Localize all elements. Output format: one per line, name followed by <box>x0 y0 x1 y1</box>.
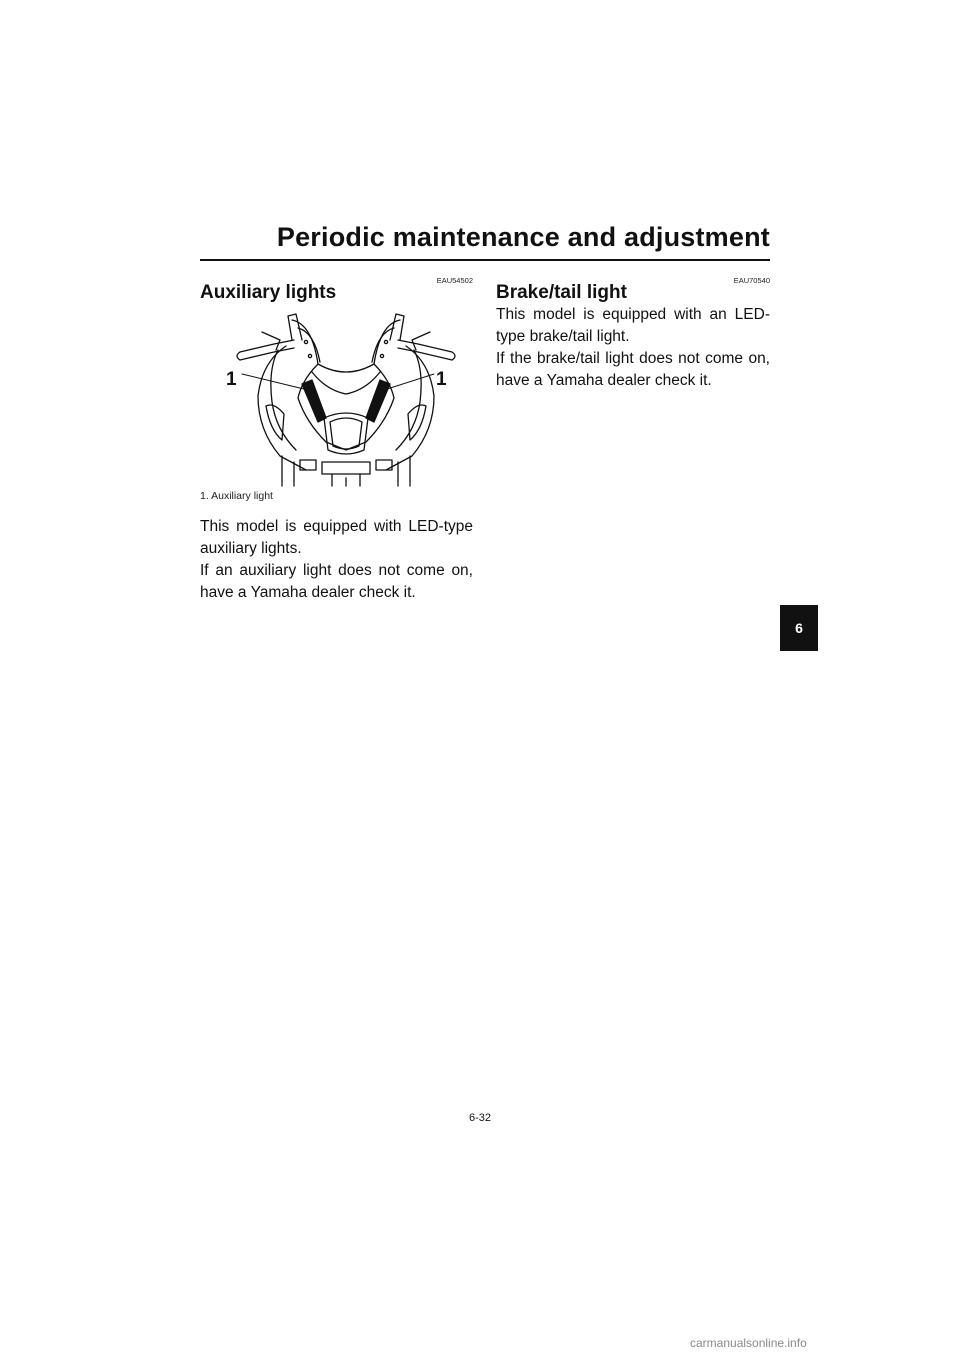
chapter-tab: 6 <box>780 605 818 651</box>
page-title: Periodic maintenance and adjustment <box>276 222 770 252</box>
brake-tail-body <box>496 304 770 392</box>
watermark: carmanualsonline.info <box>690 1336 807 1350</box>
section-code-auxiliary: EAU54502 <box>436 276 473 285</box>
paragraph: This model is equipped with an LED-type brake/tail light. <box>496 306 770 345</box>
paragraph: If the brake/tail light does not come on, have a Yamaha dealer check it. <box>496 350 770 389</box>
motorcycle-front-illustration <box>222 310 470 488</box>
paragraph: If an auxiliary light does not come on, have a Yamaha dealer check it. <box>200 562 473 601</box>
title-rule <box>200 259 770 261</box>
section-code-brake-tail: EAU70540 <box>733 276 770 285</box>
callout-label-right: 1 <box>436 369 447 390</box>
auxiliary-body <box>200 516 473 604</box>
page-number: 6-32 <box>468 1112 492 1124</box>
heading-brake-tail-light: Brake/tail light <box>496 282 627 303</box>
heading-auxiliary-lights: Auxiliary lights <box>200 282 337 303</box>
callout-label-left: 1 <box>226 369 237 390</box>
figure-caption: 1. Auxiliary light <box>200 490 273 502</box>
paragraph: This model is equipped with LED-type auxiliary lights. <box>200 518 473 557</box>
